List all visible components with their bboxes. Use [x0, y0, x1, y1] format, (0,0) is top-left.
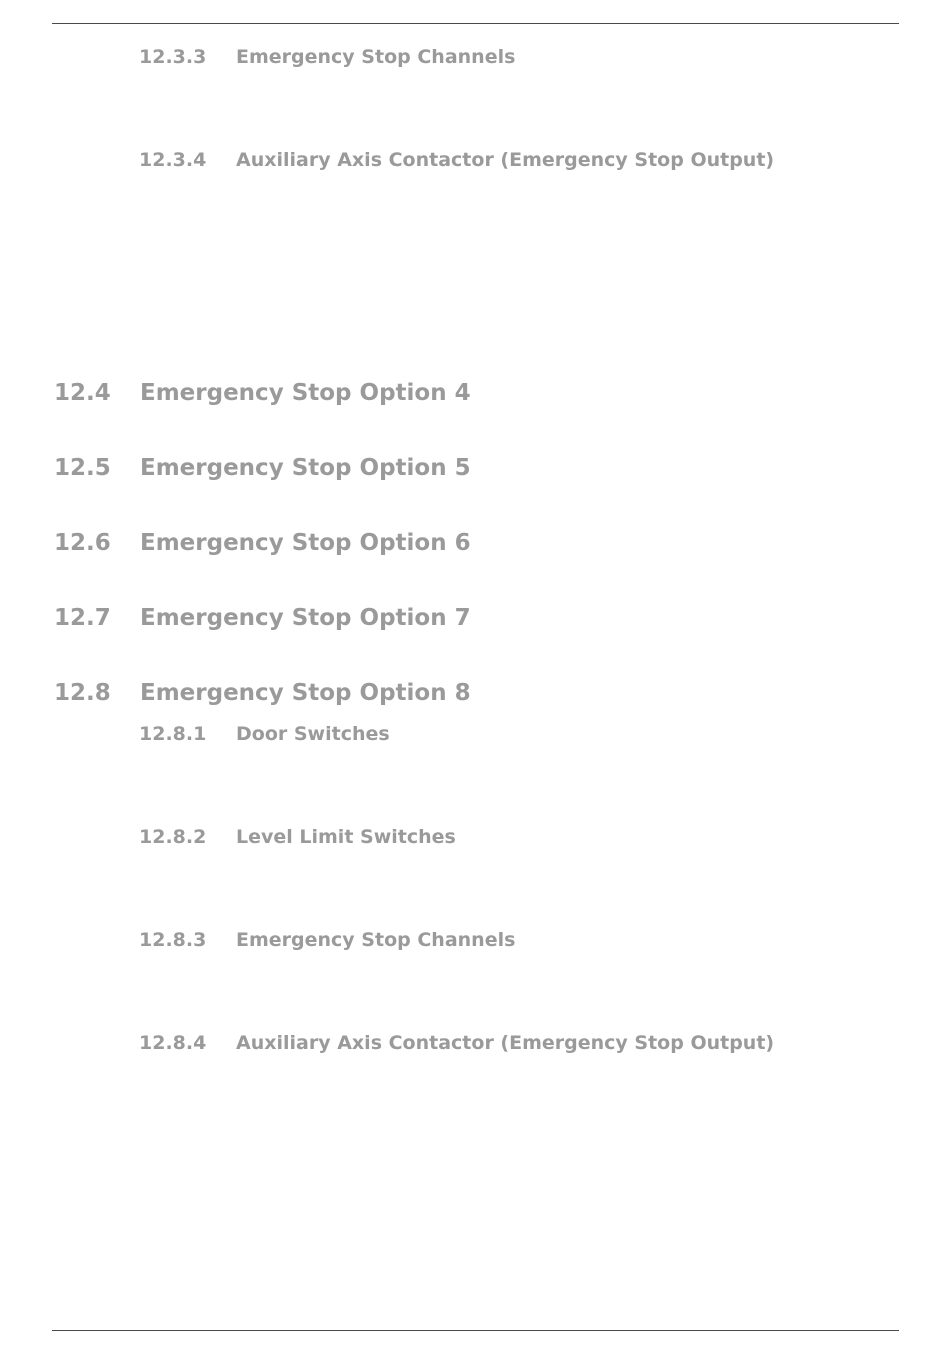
section-number: 12.8.3: [139, 929, 207, 951]
section-number: 12.3.4: [139, 149, 207, 171]
section-title: Emergency Stop Channels: [236, 929, 516, 951]
section-title: Emergency Stop Option 4: [140, 380, 471, 406]
section-title: Emergency Stop Channels: [236, 46, 516, 68]
section-number: 12.4: [54, 380, 111, 406]
section-title: Emergency Stop Option 5: [140, 455, 471, 481]
section-number: 12.5: [54, 455, 111, 481]
footer-rule: [52, 1330, 899, 1331]
section-title: Door Switches: [236, 723, 390, 745]
section-title: Auxiliary Axis Contactor (Emergency Stop Output): [236, 149, 775, 171]
section-number: 12.6: [54, 530, 111, 556]
section-number: 12.8: [54, 680, 111, 706]
section-number: 12.8.2: [139, 826, 207, 848]
section-number: 12.7: [54, 605, 111, 631]
section-title: Auxiliary Axis Contactor (Emergency Stop Output): [236, 1032, 775, 1054]
section-number: 12.3.3: [139, 46, 207, 68]
section-title: Emergency Stop Option 6: [140, 530, 471, 556]
section-title: Emergency Stop Option 8: [140, 680, 471, 706]
section-title: Emergency Stop Option 7: [140, 605, 471, 631]
section-number: 12.8.1: [139, 723, 207, 745]
section-number: 12.8.4: [139, 1032, 207, 1054]
section-title: Level Limit Switches: [236, 826, 456, 848]
header-rule: [52, 23, 899, 24]
